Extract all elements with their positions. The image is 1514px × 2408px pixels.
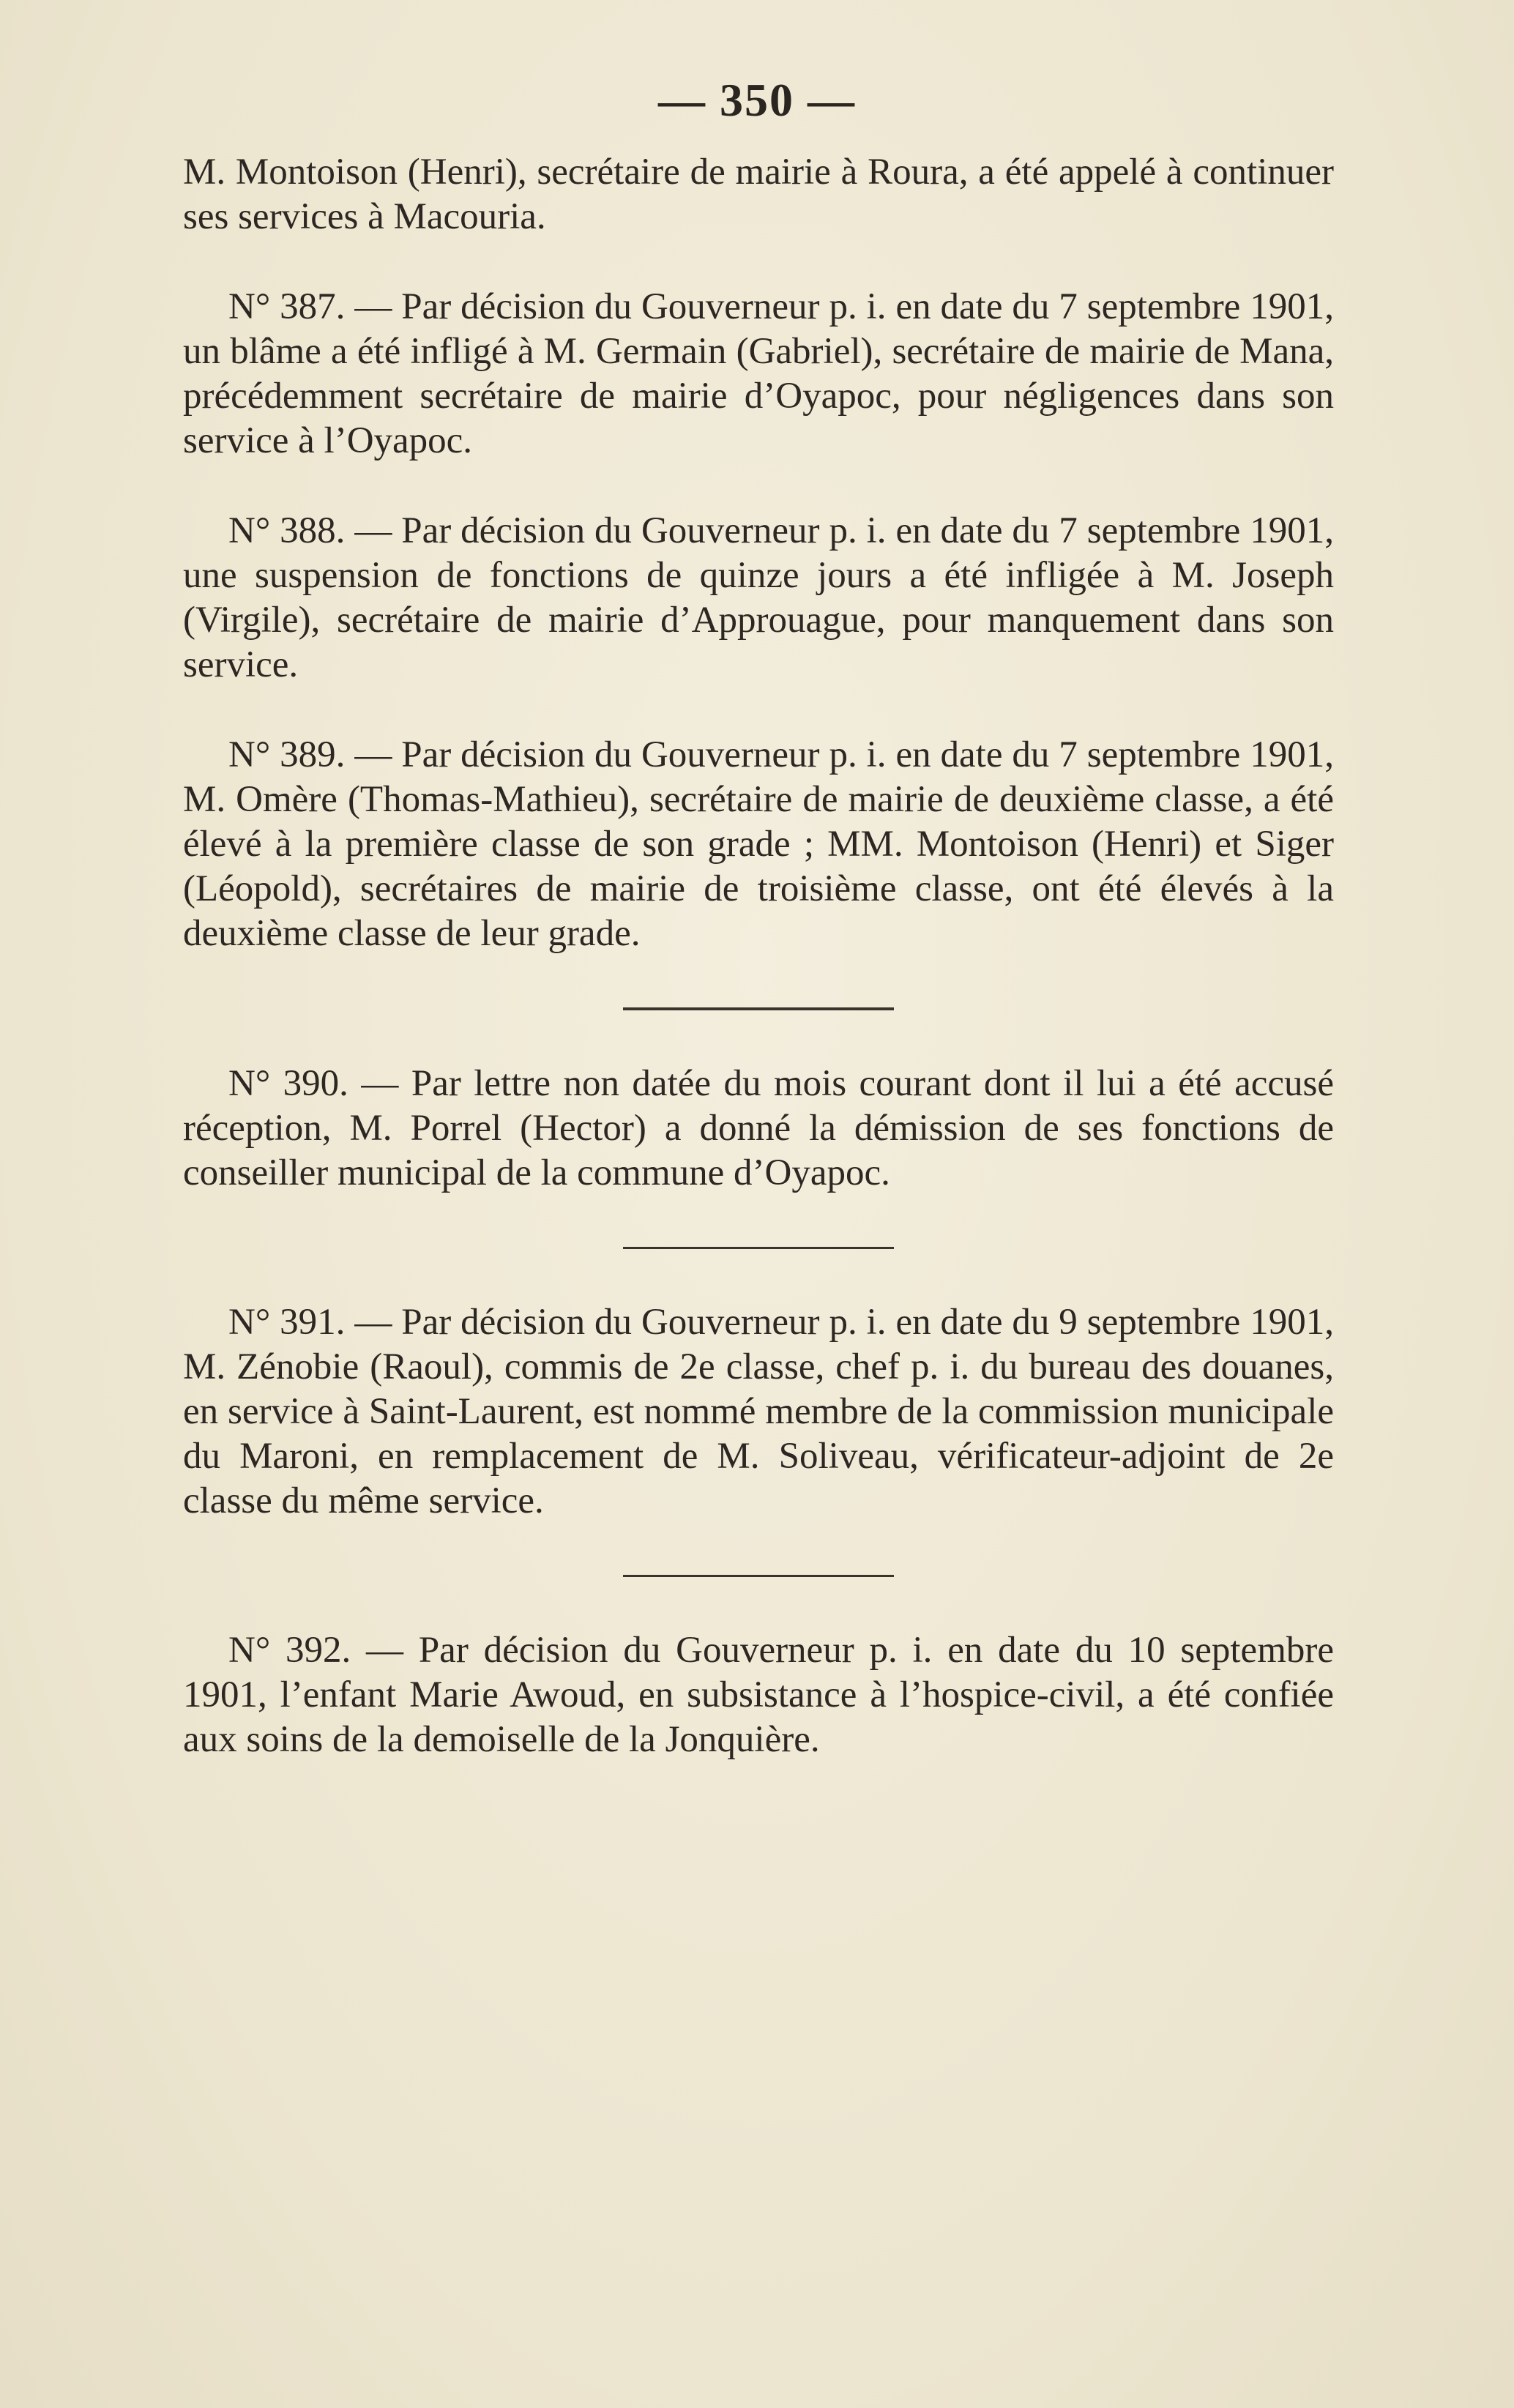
paragraph-spacer bbox=[183, 239, 1334, 285]
entry-392: N° 392. — Par décision du Gouverneur p. i. en date du 10 septembre 1901, l’enfant Marie Awoud, en subsistance à l’hospice-civil, a été confiée aux soins de la demoiselle de la Jonquière. bbox=[183, 1630, 1334, 1760]
section-divider bbox=[623, 1575, 894, 1577]
entry-387: N° 387. — Par décision du Gouverneur p. i. en date du 7 septembre 1901, un blâme a été infligé à M. Germain (Gabriel), secrétaire de mairie de Mana, précédemment secrétaire de mairie d’Oyapoc, pour négligences dans son service à l’Oyapoc. bbox=[183, 286, 1334, 461]
document-body bbox=[183, 150, 1334, 1762]
paragraph-spacer bbox=[183, 687, 1334, 733]
paragraph-spacer bbox=[183, 463, 1334, 509]
entry-389: N° 389. — Par décision du Gouverneur p. i. en date du 7 septembre 1901, M. Omère (Thomas-Mathieu), secrétaire de mairie de deuxième classe, a été élevé à la première classe de son grade ; MM. Montoison (Henri) et Siger (Léopold), secrétaires de mairie de troisième classe, ont été élevés à la deuxième classe de leur grade. bbox=[183, 734, 1334, 954]
entry-390: N° 390. — Par lettre non datée du mois courant dont il lui a été accusé réception, M. Porrel (Hector) a donné la démission de ses fonctions de conseiller municipal de la commune d’Oyapoc. bbox=[183, 1063, 1334, 1193]
paragraph-montoison: M. Montoison (Henri), secrétaire de mairie à Roura, a été appelé à continuer ses services à Macouria. bbox=[183, 152, 1334, 237]
entry-391: N° 391. — Par décision du Gouverneur p. i. en date du 9 septembre 1901, M. Zénobie (Raoul), commis de 2e classe, chef p. i. du bureau des douanes, en service à Saint-Laurent, est nommé membre de la commission municipale du Maroni, en remplacement de M. Soliveau, vérificateur-adjoint de 2e classe du même service. bbox=[183, 1302, 1334, 1521]
section-divider bbox=[623, 1247, 894, 1249]
entry-388: N° 388. — Par décision du Gouverneur p. i. en date du 7 septembre 1901, une suspension de fonctions de quinze jours a été infligée à M. Joseph (Virgile), secrétaire de mairie d’Approuague, pour manquement dans son service. bbox=[183, 510, 1334, 685]
page-number: — 350 — bbox=[658, 74, 856, 126]
section-divider bbox=[623, 1007, 894, 1010]
